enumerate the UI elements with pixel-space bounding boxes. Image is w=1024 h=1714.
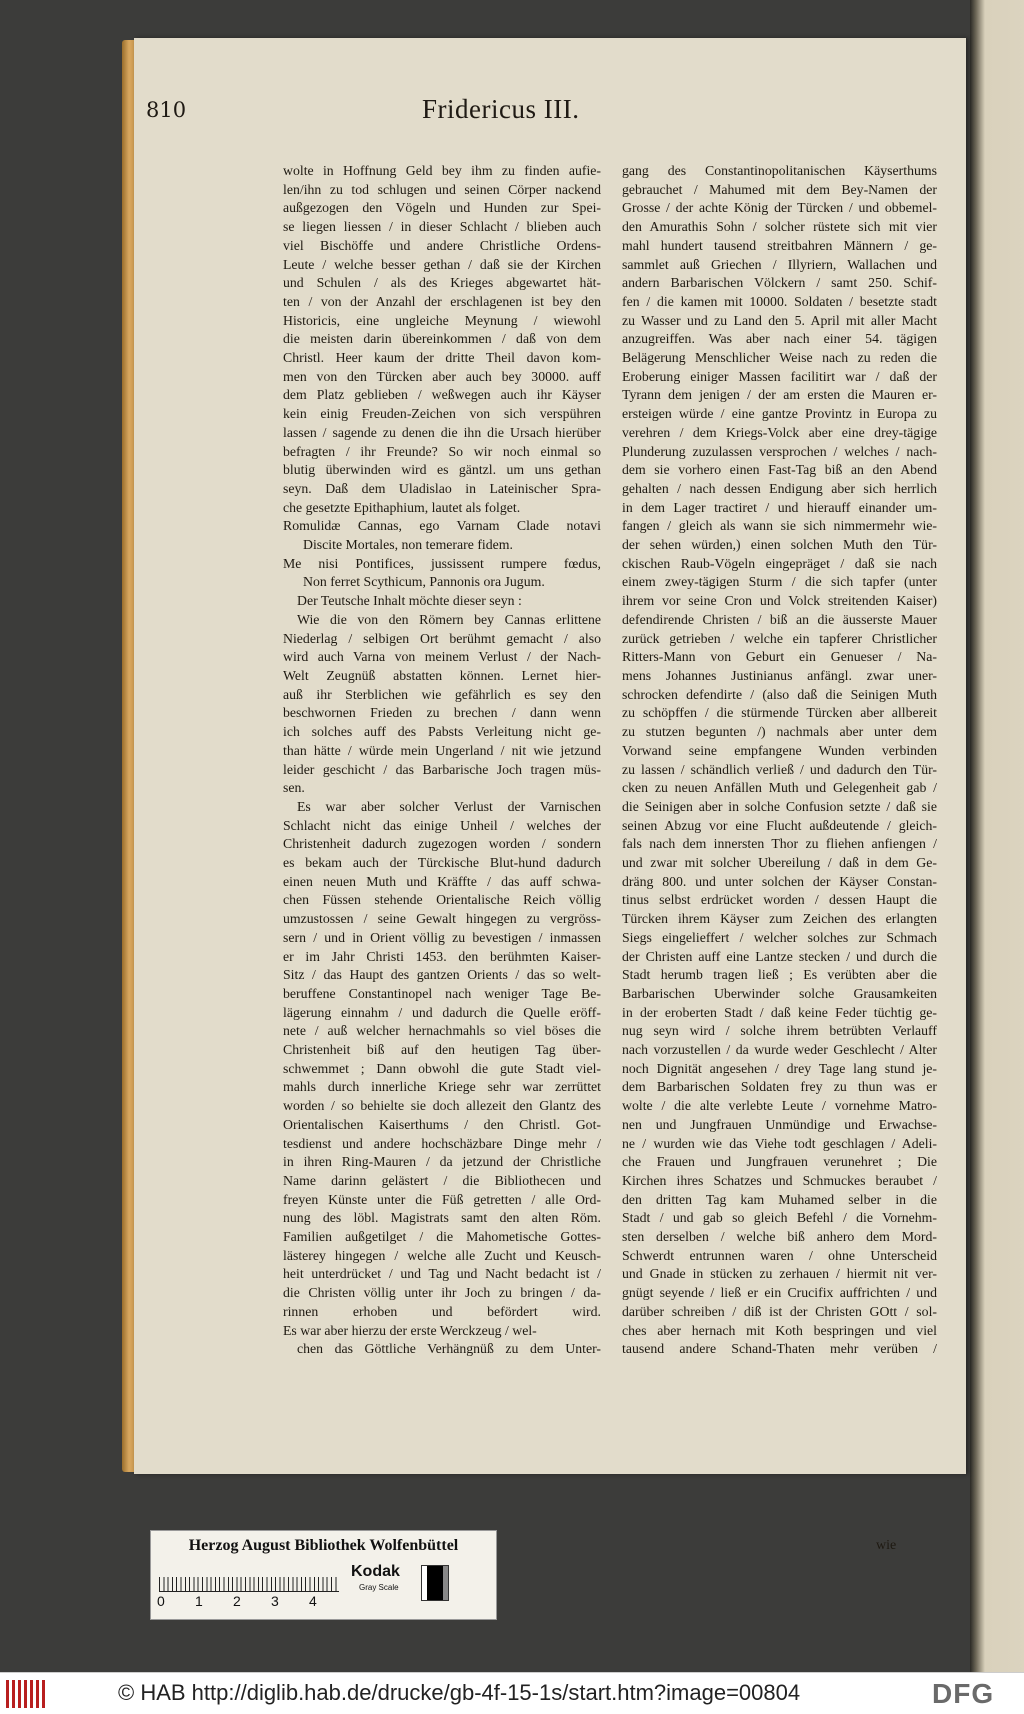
text-line: Me nisi Pontifices, jussissent rumpere fœdus, xyxy=(283,555,601,571)
text-line: und Schulen / als des Krieges abgewartet hät- xyxy=(283,275,601,291)
text-line: Kirchen ihres Schatzes und Schmuckes beraubet / xyxy=(622,1172,937,1188)
text-line: nug seyn wird / solche ihrem betrübten Verlauff xyxy=(622,1023,937,1039)
page-number: 810 xyxy=(146,98,187,122)
gray-scale-label: Gray Scale xyxy=(359,1583,399,1592)
color-reference-card xyxy=(150,1530,497,1620)
text-line: ten / von der Anzahl der erschlagenen ist bey den xyxy=(283,293,601,309)
text-line: cken zu neuen Anfällen Muth und Gelegenheit gab / xyxy=(622,780,937,796)
text-line: und Gnade in stücken zu zerhauen / hiermit nit ver- xyxy=(622,1266,937,1282)
ruler-number: 3 xyxy=(271,1593,279,1609)
text-line: Eroberung einiger Massen facilitirt war / daß der xyxy=(622,368,937,384)
page-header xyxy=(146,94,686,130)
text-line: men von den Türcken aber auch bey 30000. auff xyxy=(283,368,601,384)
ruler-number: 0 xyxy=(157,1593,165,1609)
right-text-column xyxy=(622,162,937,1359)
text-line: zu schöpffen / die stürmende Türcken aber allbereit xyxy=(622,705,937,721)
text-line: einen neuen Muth und Kräffte / das auff schwa- xyxy=(283,873,601,889)
text-line: schwemmet ; Dann obwohl die gute Stadt viel- xyxy=(283,1060,601,1076)
text-line: außgezogen den Vögeln und Hunden zur Spei- xyxy=(283,200,601,216)
text-line: Orientalischen Kaiserthums / den Christl. Got- xyxy=(283,1116,601,1132)
text-line: schrocken defendirte / (also daß die Seinigen Muth xyxy=(622,686,937,702)
text-line: beschwornen Frieden zu brechen / dann wenn xyxy=(283,705,601,721)
text-line: Schlacht nicht das einige Unheil / welches der xyxy=(283,817,601,833)
text-line: gehalten / nach dessen Endigung aber sich herrlich xyxy=(622,480,937,496)
text-line: Es war aber hierzu der erste Werckzeug / wel- xyxy=(283,1322,537,1338)
text-line: der Christen auff eine Lantze stecken / und durch die xyxy=(622,948,937,964)
text-line: gang des Constantinopolitanischen Käyserthums xyxy=(622,163,937,178)
text-line: befragten / ihr Freunde? So wir noch einmal so xyxy=(283,443,601,459)
text-line: lassen / sagende zu denen die ihn die Ursach hierüber xyxy=(283,424,601,440)
text-line: beruffene Constantinopel nach weniger Tage Be- xyxy=(283,985,601,1001)
dfg-logo: DFG xyxy=(932,1678,995,1709)
text-line: und zwar mit solcher Ubereilung / daß in dem Ge- xyxy=(622,855,937,871)
text-line: blutig überwinden wird es gäntzl. um uns gethan xyxy=(283,462,601,478)
text-line: chen das Göttliche Verhängnüß zu dem Unter- xyxy=(297,1341,601,1357)
ruler-number: 1 xyxy=(195,1593,203,1609)
text-line: Siegs eingelieffert / welcher solches zur Schmach xyxy=(622,929,937,945)
next-page-edge xyxy=(970,0,1024,1672)
text-line: Schwerdt entrunnen waren / ohne Unterscheid xyxy=(622,1247,937,1263)
text-line: nen und Jungfrauen Unmündige und Erwachse- xyxy=(622,1116,937,1132)
text-line: sammlet auß Griechen / Illyriern, Wallachen und xyxy=(622,256,937,272)
text-line: Leute / welche besser gethan / daß sie der Kirchen xyxy=(283,256,601,272)
text-line: leider geschicht / das Barbarische Joch tragen müs- xyxy=(283,761,601,777)
text-line: zurück getrieben / welche ein tapferer Christlicher xyxy=(622,630,937,646)
text-line: in der eroberten Stadt / daß keine Feder tüchtig ge- xyxy=(622,1004,937,1020)
text-line: Vorwand seine empfangene Wunden verbinden xyxy=(622,742,937,758)
ruler-number: 2 xyxy=(233,1593,241,1609)
text-line: andern Barbarischen Völckern / samt 250. Schif- xyxy=(622,275,937,291)
text-line: noch Dignität angesehen / drey Tage lang stund je- xyxy=(622,1060,937,1076)
text-line: fals nach dem innersten Thor zu fliehen anfiengen / xyxy=(622,836,937,852)
footer-bar xyxy=(0,1672,1024,1714)
text-line: tinus selbst erdrücket worden / dessen Haupt die xyxy=(622,892,937,908)
text-line: heit unterdrücket / und Tag und Nacht bedacht ist / xyxy=(283,1266,601,1282)
text-line: ckischen Raub-Vögeln eingepräget / daß sie nach xyxy=(622,555,937,571)
text-line: ich solches auff des Pabsts Verleitung nicht ge- xyxy=(283,724,601,740)
text-line: freyen Künste unter die Füß getretten / alle Ord- xyxy=(283,1191,601,1207)
text-line: mahls durch innerliche Kriege sehr war zerrüttet xyxy=(283,1079,601,1095)
text-line: ersteigen würde / eine gantze Provintz in Europa zu xyxy=(622,406,937,422)
text-line: nach vorzustellen / da wurde weder Geschlecht / Alter xyxy=(622,1042,937,1058)
text-line: Wie die von den Römern bey Cannas erlittene xyxy=(297,611,601,627)
text-line: tausend andere Schand-Thaten mehr verüben / xyxy=(622,1341,937,1357)
text-line: Grosse / der achte König der Türcken / und obbemel- xyxy=(622,200,937,216)
text-line: Non ferret Scythicum, Pannonis ora Jugum. xyxy=(303,574,545,590)
ruler-number: 4 xyxy=(309,1593,317,1609)
measurement-ruler xyxy=(159,1563,339,1592)
text-line: rinnen erhoben und befördert wird. xyxy=(283,1303,601,1319)
left-text-column xyxy=(283,162,601,1359)
text-line: den dritten Tag kam Muhamed selber in die xyxy=(622,1191,937,1207)
text-line: wolte in Hoffnung Geld bey ihm zu finden aufie- xyxy=(283,163,601,178)
text-line: worden / so behielte sie doch allezeit den Glantz des xyxy=(283,1098,601,1114)
text-line: anzugreiffen. Was aber nach einer 54. tägigen xyxy=(622,331,937,347)
text-line: dräng 800. und unter solchen der Käyser Constan- xyxy=(622,873,937,889)
text-line: Belägerung Menschlicher Weise nach zu reden die xyxy=(622,350,937,366)
text-line: che Frauen und Jungfrauen verunehret ; Die xyxy=(622,1154,937,1170)
text-line: wird auch Varna von meinem Verlust / der Nach- xyxy=(283,649,601,665)
text-line: Niederlag / selbigen Ort berühmt gemacht / also xyxy=(283,630,601,646)
text-line: Stadt herumb tragen ließ ; Es verübten aber die xyxy=(622,967,937,983)
text-line: mens Johannes Justinianus anfängl. zwar uner- xyxy=(622,667,937,683)
text-line: Name darinn gelästert / die Bibliothecen und xyxy=(283,1172,601,1188)
text-line: einem zwey-tägigen Sturm / die sich tapfer (unter xyxy=(622,574,937,590)
text-line: ihrem vor seine Cron und Volck streitenden Kaiser) xyxy=(622,593,937,609)
text-line: dem Platz geblieben / weßwegen auch ihr Käyser xyxy=(283,387,601,403)
text-line: gnügt seyende / ließ er ein Crucifix auffrichten / und xyxy=(622,1285,937,1301)
text-line: nete / auß welcher hernachmahls so viel böses die xyxy=(283,1023,601,1039)
running-head: Fridericus III. xyxy=(422,94,580,124)
footer-source-text[interactable]: © HAB http://diglib.hab.de/drucke/gb-4f-15-1s/start.htm?image=00804 xyxy=(118,1680,801,1705)
text-line: umzustossen / seine Gewalt hingegen zu vergröss- xyxy=(283,911,601,927)
text-line: Familien außgetilget / die Mahometische Gottes- xyxy=(283,1229,601,1245)
hab-logo-icon xyxy=(6,1680,48,1708)
text-line: zu Wasser und zu Land den 5. April mit aller Macht xyxy=(622,312,937,328)
text-line: den Amurathis Sohn / solcher rüstete sich mit vier xyxy=(622,219,937,235)
text-line: Discite Mortales, non temerare fidem. xyxy=(303,537,513,553)
text-line: sen. xyxy=(283,780,305,796)
text-line: er im Jahr Christi 1453. den berühmten Kaiser- xyxy=(283,948,601,964)
text-line: es bekam auch der Türckische Blut-hund dadurch xyxy=(283,855,601,871)
text-line: Welt Zeugnüß abstatten können. Lernet hier- xyxy=(283,667,601,683)
text-line: die Seinigen aber in solche Confusion setzte / daß sie xyxy=(622,798,937,814)
text-line: die meisten darin übereinkommen / daß von dem xyxy=(283,331,601,347)
text-line: Barbarischen Uberwinder solche Grausamkeiten xyxy=(622,985,937,1001)
catchword: wie xyxy=(876,1538,897,1553)
text-line: sern / und in Orient völlig zu bevestigen / inmassen xyxy=(283,929,601,945)
text-line: lästerey hingegen / welche alle Zucht und Keusch- xyxy=(283,1247,601,1263)
text-line: than hätte / würde mein Ungerland / nit wie jetzund xyxy=(283,742,601,758)
text-line: wolte / die alte verlebte Leute / vornehme Matro- xyxy=(622,1098,937,1114)
kodak-label: Kodak xyxy=(351,1563,400,1580)
text-line: Ritters-Mann von Geburt ein Genueser / Na- xyxy=(622,649,937,665)
text-line: Stadt / und gab so gleich Befehl / die Vornehm- xyxy=(622,1210,937,1226)
text-line: viel Bischöffe und andere Christliche Ordens- xyxy=(283,237,601,253)
text-line: Romulidæ Cannas, ego Varnam Clade notavi xyxy=(283,518,601,534)
text-line: verehren / dem Kriegs-Volck aber eine drey-tägige xyxy=(622,424,937,440)
text-line: Christl. Heer kaum der dritte Theil davon kom- xyxy=(283,350,601,366)
text-line: seinen Abzug vor eine Flucht außdeutende / gleich- xyxy=(622,817,937,833)
text-line: Christenheit dadurch zugezogen worden / sondern xyxy=(283,836,601,852)
text-line: zu stutzen begunten /) nachmals aber unter dem xyxy=(622,724,937,740)
text-line: chen Füssen stehende Orientalische Reich völlig xyxy=(283,892,601,908)
text-line: fen / die kamen mit 10000. Soldaten / besetzte stadt xyxy=(622,293,937,309)
text-line: tesdienst und andere hochschäzbare Dinge mehr / xyxy=(283,1135,601,1151)
text-line: Christenheit biß auf den heutigen Tag über- xyxy=(283,1042,601,1058)
text-line: defendirende Christen / biß an die äusserste Mauer xyxy=(622,611,937,627)
text-line: in ihren Ring-Mauren / da jetzund der Christliche xyxy=(283,1154,601,1170)
text-line: nung des löbl. Magistrats samt den alten Röm. xyxy=(283,1210,601,1226)
library-name: Herzog August Bibliothek Wolfenbüttel xyxy=(188,1537,459,1554)
text-line: Historicis, eine ungleiche Meynung / wiewohl xyxy=(283,312,601,328)
text-line: mahl hundert tausend streitbahren Männern / ge- xyxy=(622,237,937,253)
text-line: die Christen völlig unter ihr Joch zu bringen / da- xyxy=(283,1285,601,1301)
text-line: darüber schreiben / diß ist der Christen GOtt / sol- xyxy=(622,1303,937,1319)
text-line: che gesetzte Epithaphium, lautet als folget. xyxy=(283,499,521,515)
text-line: ches aber hernach mit Koth bespringen und viel xyxy=(622,1322,937,1338)
text-line: fangen / gleich als wann sie sich nimmermehr wie- xyxy=(622,518,937,534)
text-line: seyn. Daß dem Uladislao in Lateinischer Spra- xyxy=(283,480,601,496)
gray-swatch xyxy=(421,1565,449,1601)
text-line: Tyrann dem jenigen / der am ersten die Mauren er- xyxy=(622,387,937,403)
text-line: Türcken ihrem Käyser zum Zeichen des erlangten xyxy=(622,911,937,927)
text-line: dem Barbarischen Soldaten frey zu thun was er xyxy=(622,1079,937,1095)
text-line: dem sie vorhero einen Fast-Tag biß an den Abend xyxy=(622,462,937,478)
text-line: zu lassen / schändlich verließ / und dadurch den Tür- xyxy=(622,761,937,777)
text-line: lägerung einnahm / und dadurch die Quelle eröff- xyxy=(283,1004,601,1020)
text-line: Der Teutsche Inhalt möchte dieser seyn : xyxy=(297,593,522,609)
text-line: sten derselben / welche biß anhero dem Mord- xyxy=(622,1229,937,1245)
text-line: len/ihn zu tod schlugen und seinen Cörper nackend xyxy=(283,181,601,197)
text-line: gebrauchet / Mahumed mit dem Bey-Namen der xyxy=(622,181,937,197)
text-line: auß ihr Sterblichen wie gefährlich es sey den xyxy=(283,686,601,702)
text-line: in dem Lager tractiret / und hierauff einander um- xyxy=(622,499,937,515)
text-line: kein einig Freuden-Zeichen von sich verspühren xyxy=(283,406,601,422)
text-line: se liegen liessen / in dieser Schlacht / blieben auch xyxy=(283,219,601,235)
text-line: ne / wurden wie das Viehe todt geschlagen / Adeli- xyxy=(622,1135,937,1151)
text-line: der sehen würden,) einen solchen Muth den Tür- xyxy=(622,537,937,553)
text-line: Sitz / das Haupt des gantzen Orients / das so welt- xyxy=(283,967,601,983)
text-line: Es war aber solcher Verlust der Varnischen xyxy=(297,798,601,814)
text-line: Plunderung zuzulassen versprochen / welches / nach- xyxy=(622,443,937,459)
